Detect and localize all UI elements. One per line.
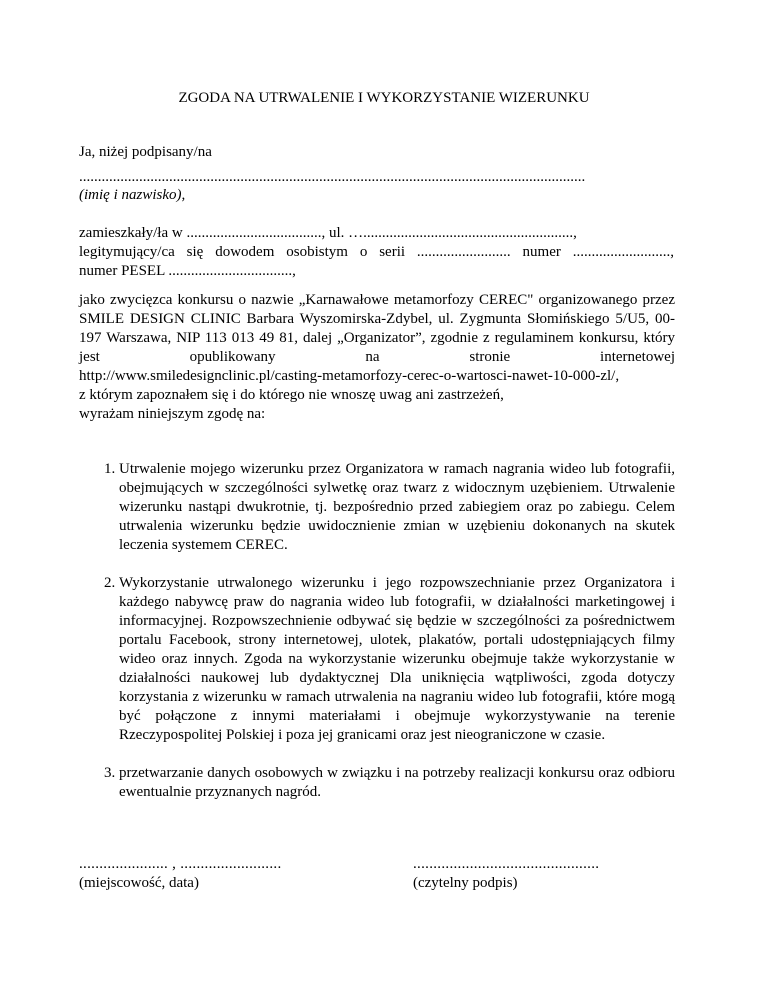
contest-tail: z którym zapoznałem się i do którego nie wnoszę uwag ani zastrzeżeń, bbox=[79, 387, 504, 403]
contest-url: http://www.smiledesignclinic.pl/casting-metamorfozy-cerec-o-wartosci-nawet-10-000-zl/, bbox=[79, 368, 620, 384]
consent-intro: wyrażam niniejszym zgodę na: bbox=[79, 406, 266, 422]
consent-list bbox=[79, 460, 675, 821]
consent-item-1: 1. Utrwalenie mojego wizerunku przez Organizatora w ramach nagrania wideo lub fotografii, obejmujących w szczególności sylwetkę oraz twarz z widocznym uzębieniem. Utrwalenie wizerunku nastąpi dwukrotnie, tj. bezpośrednio przed zabiegiem oraz po zabiegu. Celem utrwalenia wizerunku będzie uwidocznienie zmian w uzębieniu dokonanych na skutek leczenia systemem CEREC. bbox=[119, 460, 675, 555]
signature-dots: .............................................. bbox=[413, 856, 600, 872]
signature-block bbox=[413, 855, 599, 893]
signature-label: (czytelny podpis) bbox=[413, 875, 518, 891]
name-hint: (imię i nazwisko), bbox=[79, 187, 186, 203]
address-line-1: zamieszkały/ła w ...................................., ul. …........................................................, bbox=[79, 225, 577, 241]
name-dotted-line: ....................................................................................................................................... bbox=[79, 169, 586, 185]
place-date-dots: ...................... , ......................... bbox=[79, 856, 282, 872]
consent-item-2: 2. Wykorzystanie utrwalonego wizerunku i jego rozpowszechnianie przez Organizatora i każdego nabywcę praw do nagrania wideo lub fotografii, w działalności marketingowej i informacyjnej. Rozpowszechnienie odbywać się będzie w szczególności za pośrednictwem portalu Facebook, strony internetowej, ulotek, plakatów, portali udostępniających filmy wideo oraz innych. Zgoda na wykorzystanie wizerunku obejmuje także wykorzystanie w działalności naukowej lub dydaktycznej Dla uniknięcia wątpliwości, zgoda dotyczy korzystania z wizerunku w ramach utrwalenia na nagraniu wideo lub fotografii, które mogą być połączone z innymi materiałami i obejmuje wykorzystywanie na terenie Rzeczypospolitej Polskiej i poza jej granicami oraz jest nieograniczone w czasie. bbox=[119, 574, 675, 745]
intro-text: Ja, niżej podpisany/na bbox=[79, 144, 212, 160]
place-date-label: (miejscowość, data) bbox=[79, 875, 199, 891]
pesel-line: numer PESEL ................................., bbox=[79, 263, 296, 279]
document-title: ZGODA NA UTRWALENIE I WYKORZYSTANIE WIZERUNKU bbox=[178, 90, 590, 106]
place-date-block bbox=[79, 855, 282, 893]
contest-paragraph: jako zwycięzca konkursu o nazwie „Karnawałowe metamorfozy CEREC" organizowanego przez SMILE DESIGN CLINIC Barbara Wyszomirska-Zdybel, ul. Zygmunta Słomińskiego 5/U5, 00-197 Warszawa, NIP 113 013 49 81, dalej „Organizator”, zgodnie z regulaminem konkursu, który jest opublikowany na stronie internetowej bbox=[79, 292, 675, 365]
id-document-line: legitymujący/ca się dowodem osobistym o serii ......................... numer .........................., bbox=[79, 244, 674, 260]
consent-item-3: 3. przetwarzanie danych osobowych w związku i na potrzeby realizacji konkursu oraz odbioru ewentualnie przyznanych nagród. bbox=[119, 764, 675, 802]
